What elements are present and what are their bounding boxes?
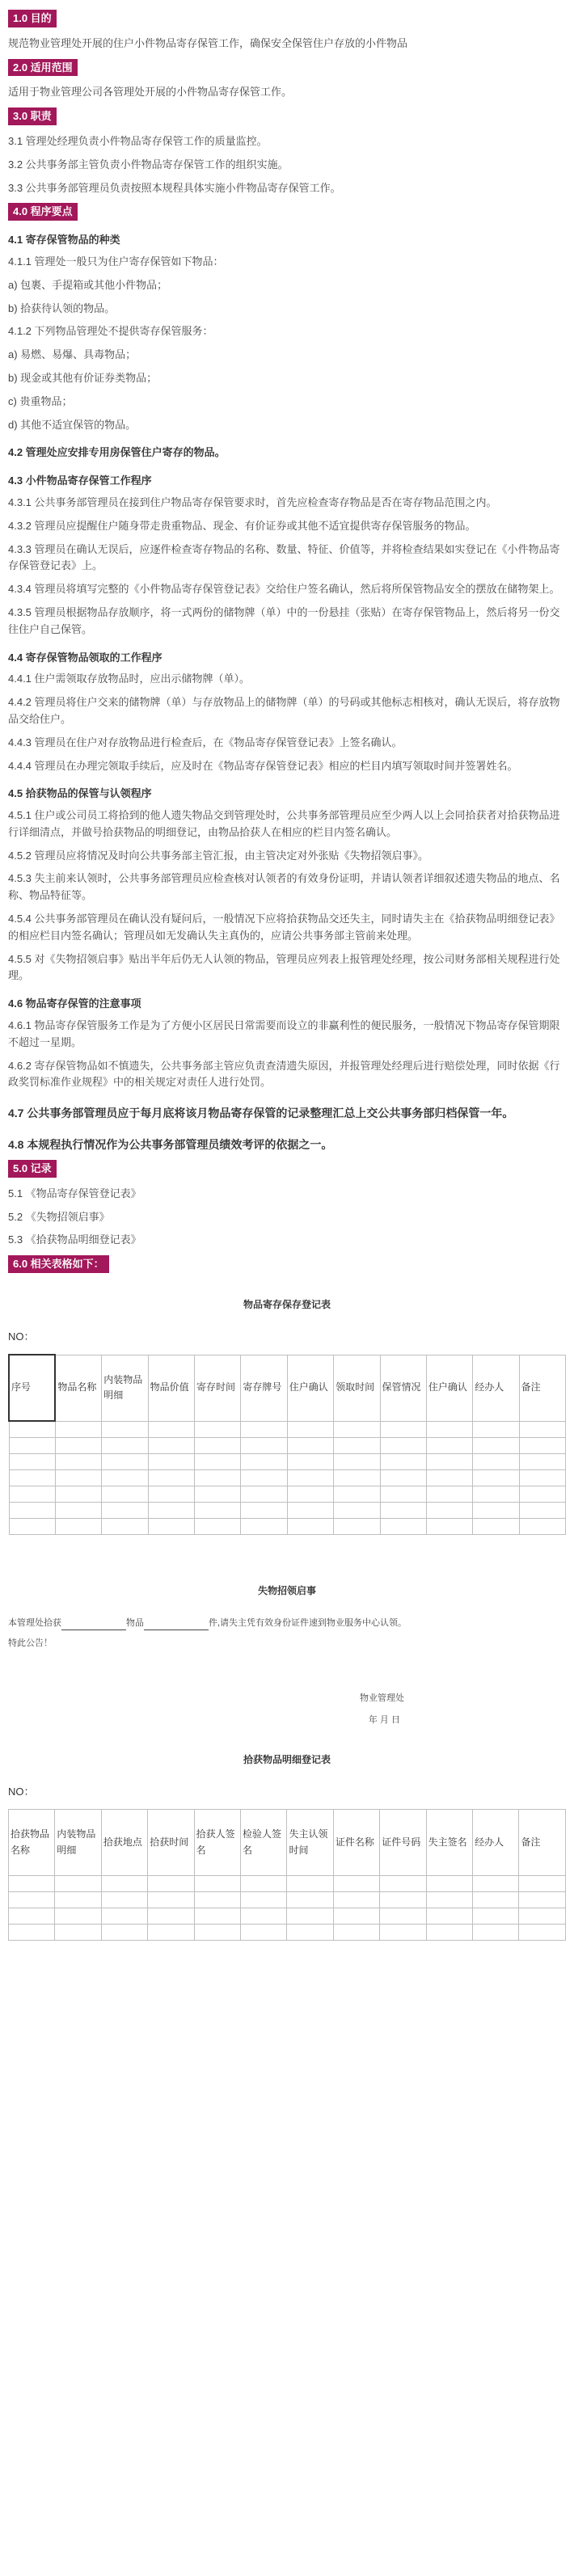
table-cell[interactable]: [102, 1437, 148, 1453]
table-cell[interactable]: [9, 1892, 55, 1908]
table-cell[interactable]: [426, 1453, 472, 1469]
column-header: 失主签名: [426, 1810, 472, 1876]
table-cell[interactable]: [9, 1502, 55, 1518]
table-cell[interactable]: [241, 1876, 287, 1892]
table-cell[interactable]: [287, 1421, 333, 1437]
section-tag: 1.0 目的: [8, 10, 57, 27]
table-cell[interactable]: [55, 1502, 101, 1518]
table-cell[interactable]: [473, 1502, 519, 1518]
table-cell[interactable]: [194, 1925, 240, 1941]
table-cell[interactable]: [55, 1908, 101, 1925]
table-cell[interactable]: [287, 1437, 333, 1453]
table-cell[interactable]: [195, 1502, 241, 1518]
subheading-4-4: 4.4 寄存保管物品领取的工作程序: [8, 651, 162, 664]
form-2-body: [9, 1876, 566, 1941]
table-cell[interactable]: [55, 1876, 101, 1892]
table-cell[interactable]: [9, 1469, 55, 1486]
table-cell[interactable]: [426, 1469, 472, 1486]
table-cell[interactable]: [287, 1502, 333, 1518]
table-cell[interactable]: [148, 1892, 194, 1908]
form-1-title: 物品寄存保存登记表: [243, 1299, 331, 1311]
table-cell[interactable]: [519, 1925, 566, 1941]
table-cell[interactable]: [287, 1876, 333, 1892]
table-cell[interactable]: [194, 1892, 240, 1908]
table-row: [9, 1908, 566, 1925]
table-cell[interactable]: [380, 1518, 426, 1534]
table-cell[interactable]: [102, 1486, 148, 1502]
table-cell[interactable]: [473, 1908, 519, 1925]
notice-body: [8, 1617, 566, 1631]
paragraph: 4.5.2 管理员应将情况及时向公共事务部主管汇报，由主管决定对外张贴《失物招领启事》。: [8, 849, 429, 862]
table-cell[interactable]: [380, 1876, 426, 1892]
table-cell[interactable]: [101, 1908, 147, 1925]
column-header: 内装物品明细: [102, 1355, 148, 1421]
table-cell[interactable]: [380, 1892, 426, 1908]
table-cell[interactable]: [148, 1925, 194, 1941]
table-cell[interactable]: [287, 1486, 333, 1502]
table-cell[interactable]: [333, 1925, 379, 1941]
table-cell[interactable]: [55, 1925, 101, 1941]
table-cell[interactable]: [334, 1486, 380, 1502]
table-cell[interactable]: [148, 1518, 194, 1534]
table-cell[interactable]: [426, 1925, 472, 1941]
paragraph: 4.4.3 管理员在住户对存放物品进行检查后，在《物品寄存保管登记表》上签名确认。: [8, 736, 403, 748]
table-cell[interactable]: [148, 1453, 194, 1469]
table-cell[interactable]: [473, 1453, 519, 1469]
paragraph: 4.6.2 寄存保管物品如不慎遗失，公共事务部主管应负责查清遗失原因，并报管理处经理后进行赔偿处理，同时依据《行政奖罚标准作业规程》中的相关规定对责任人进行处罚。: [8, 1059, 560, 1089]
table-cell[interactable]: [287, 1453, 333, 1469]
table-cell[interactable]: [287, 1925, 333, 1941]
paragraph: 3.2 公共事务部主管负责小件物品寄存保管工作的组织实施。: [8, 158, 289, 171]
table-cell[interactable]: [241, 1469, 287, 1486]
table-cell[interactable]: [519, 1486, 565, 1502]
column-header: 寄存牌号: [241, 1355, 287, 1421]
table-cell[interactable]: [241, 1453, 287, 1469]
subheading-4-7: 4.7 公共事务部管理员应于每月底将该月物品寄存保管的记录整理汇总上交公共事务部归档保管一年。: [8, 1107, 514, 1120]
table-cell[interactable]: [473, 1421, 519, 1437]
paragraph: a) 易燃、易爆、具毒物品；: [8, 348, 137, 361]
table-cell[interactable]: [55, 1486, 101, 1502]
record-item: 5.2 《失物招领启事》: [8, 1210, 110, 1223]
paragraph: 4.3.5 管理员根据物品存放顺序，将一式两份的储物牌（单）中的一份悬挂（张贴）在寄存保管物品上，然后将另一份交往住户自己保管。: [8, 605, 560, 635]
table-cell[interactable]: [519, 1421, 565, 1437]
section-tag: 3.0 职责: [8, 108, 57, 125]
column-header: 寄存时间: [195, 1355, 241, 1421]
table-cell[interactable]: [55, 1469, 101, 1486]
section-5-heading: [8, 1160, 566, 1178]
table-cell[interactable]: [195, 1469, 241, 1486]
table-cell[interactable]: [473, 1876, 519, 1892]
table-cell[interactable]: [380, 1486, 426, 1502]
table-cell[interactable]: [241, 1502, 287, 1518]
column-header: 物品价值: [148, 1355, 194, 1421]
notice-text-1: 本管理处拾获: [8, 1617, 61, 1628]
section-3-heading: [8, 108, 566, 125]
form-1-body: [9, 1421, 566, 1534]
column-header: 失主认领时间: [287, 1810, 333, 1876]
table-cell[interactable]: [148, 1437, 194, 1453]
table-cell[interactable]: [148, 1908, 194, 1925]
table-cell[interactable]: [241, 1908, 287, 1925]
table-cell[interactable]: [195, 1453, 241, 1469]
table-cell[interactable]: [334, 1437, 380, 1453]
section-6-heading: [8, 1255, 566, 1273]
paragraph: 4.1.2 下列物品管理处不提供寄存保管服务：: [8, 325, 213, 338]
table-cell[interactable]: [287, 1892, 333, 1908]
form-1-no-label: NO：: [8, 1330, 35, 1343]
form-1-table: [8, 1354, 566, 1535]
column-header: 物品名称: [55, 1355, 101, 1421]
table-cell[interactable]: [380, 1453, 426, 1469]
table-cell[interactable]: [241, 1892, 287, 1908]
table-cell[interactable]: [101, 1892, 147, 1908]
table-cell[interactable]: [287, 1518, 333, 1534]
paragraph: 4.3.3 管理员在确认无误后，应逐件检查寄存物品的名称、数量、特征、价值等，并将检查结果如实登记在《小件物品寄存保管登记表》上。: [8, 542, 560, 572]
paragraph: 4.6.1 物品寄存保管服务工作是为了方便小区居民日常需要而设立的非赢利性的便民服务，一般情况下物品寄存保管期限不超过一星期。: [8, 1019, 560, 1048]
table-row: [9, 1453, 566, 1469]
table-cell[interactable]: [148, 1486, 194, 1502]
table-cell[interactable]: [148, 1421, 194, 1437]
table-cell[interactable]: [241, 1925, 287, 1941]
table-cell[interactable]: [473, 1925, 519, 1941]
table-cell[interactable]: [287, 1469, 333, 1486]
table-cell[interactable]: [9, 1453, 55, 1469]
record-item: 5.3 《拾获物品明细登记表》: [8, 1233, 141, 1246]
paragraph: 4.3.4 管理员将填写完整的《小件物品寄存保管登记表》交给住户签名确认，然后将所保管物品安全的摆放在储物架上。: [8, 583, 560, 596]
paragraph: 3.3 公共事务部管理员负责按照本规程具体实施小件物品寄存保管工作。: [8, 181, 341, 194]
column-header: 拾获地点: [101, 1810, 147, 1876]
paragraph: 4.5.4 公共事务部管理员在确认没有疑问后，一般情况下应将拾获物品交还失主，同时请失主在《拾获物品明细登记表》的相应栏目内签名确认；管理员如无发确认失主真伪的，应请公共事务部主管前来处理。: [8, 913, 560, 942]
table-cell[interactable]: [194, 1908, 240, 1925]
column-header: 住户确认: [426, 1355, 472, 1421]
table-row: [9, 1518, 566, 1534]
table-cell[interactable]: [102, 1518, 148, 1534]
table-cell[interactable]: [380, 1502, 426, 1518]
record-item: 5.1 《物品寄存保管登记表》: [8, 1187, 141, 1199]
table-cell[interactable]: [102, 1421, 148, 1437]
table-cell[interactable]: [519, 1876, 566, 1892]
table-cell[interactable]: [380, 1421, 426, 1437]
column-header: 检验人签名: [241, 1810, 287, 1876]
column-header: 经办人: [473, 1810, 519, 1876]
table-cell[interactable]: [9, 1925, 55, 1941]
table-cell[interactable]: [333, 1892, 379, 1908]
document: [8, 10, 566, 1941]
notice-date: 年 月 日: [368, 1715, 400, 1726]
paragraph: b) 现金或其他有价证券类物品；: [8, 371, 158, 384]
subheading-4-1: 4.1 寄存保管物品的种类: [8, 234, 120, 247]
table-cell[interactable]: [241, 1421, 287, 1437]
paragraph: 4.5.3 失主前来认领时，公共事务部管理员应检查核对认领者的有效身份证明，并请认领者详细叙述遗失物品的地点、名称、物品特征等。: [8, 872, 560, 902]
table-cell[interactable]: [55, 1453, 101, 1469]
column-header: 内装物品明细: [55, 1810, 101, 1876]
notice-text-2: 物品: [126, 1617, 144, 1628]
table-cell[interactable]: [9, 1908, 55, 1925]
blank-line: [144, 1621, 209, 1630]
column-header: 领取时间: [334, 1355, 380, 1421]
section-2-text: 适用于物业管理公司各管理处开展的小件物品寄存保管工作。: [8, 86, 293, 99]
section-tag: 4.0 程序要点: [8, 203, 78, 221]
form-2-table: [8, 1809, 566, 1941]
table-cell[interactable]: [195, 1486, 241, 1502]
table-cell[interactable]: [101, 1876, 147, 1892]
subheading-4-5: 4.5 拾获物品的保管与认领程序: [8, 787, 152, 800]
paragraph: a) 包裹、手提箱或其他小件物品；: [8, 278, 168, 291]
paragraph: c) 贵重物品；: [8, 394, 73, 407]
paragraph: 3.1 管理处经理负责小件物品寄存保管工作的质量监控。: [8, 134, 268, 147]
section-1-heading: [8, 10, 566, 27]
table-cell[interactable]: [55, 1437, 101, 1453]
table-cell[interactable]: [519, 1908, 566, 1925]
table-cell[interactable]: [195, 1518, 241, 1534]
section-1-text: 规范物业管理处开展的住户小件物品寄存保管工作，确保安全保管住户存放的小件物品: [8, 36, 408, 49]
table-cell[interactable]: [426, 1421, 472, 1437]
table-cell[interactable]: [473, 1469, 519, 1486]
section-tag: 6.0 相关表格如下：: [8, 1255, 109, 1273]
table-cell[interactable]: [426, 1908, 472, 1925]
table-row: [9, 1437, 566, 1453]
column-header: 证件名称: [333, 1810, 379, 1876]
table-cell[interactable]: [194, 1876, 240, 1892]
table-row: [9, 1925, 566, 1941]
form-2-title: 拾获物品明细登记表: [243, 1754, 331, 1766]
table-cell[interactable]: [473, 1518, 519, 1534]
table-cell[interactable]: [333, 1876, 379, 1892]
table-row: [9, 1502, 566, 1518]
notice-end: 特此公告！: [8, 1638, 53, 1649]
column-header: 保管情况: [380, 1355, 426, 1421]
table-cell[interactable]: [101, 1925, 147, 1941]
table-cell[interactable]: [426, 1876, 472, 1892]
section-4-heading: [8, 203, 566, 221]
table-header-row: [9, 1355, 566, 1421]
table-cell[interactable]: [148, 1876, 194, 1892]
blank-line: [61, 1621, 126, 1630]
table-cell[interactable]: [426, 1518, 472, 1534]
paragraph: d) 其他不适宜保管的物品。: [8, 418, 137, 431]
paragraph: 4.4.1 住户需领取存放物品时，应出示储物牌（单）。: [8, 672, 251, 685]
table-row: [9, 1876, 566, 1892]
table-cell[interactable]: [519, 1469, 565, 1486]
column-header: 序号: [9, 1355, 55, 1421]
paragraph: 4.3.2 管理员应提醒住户随身带走贵重物品、现金、有价证券或其他不适宜提供寄存保管服务的物品。: [8, 519, 476, 532]
section-tag: 5.0 记录: [8, 1160, 57, 1178]
subheading-4-2: 4.2 管理处应安排专用房保管住户寄存的物品。: [8, 446, 226, 459]
table-cell[interactable]: [55, 1518, 101, 1534]
table-cell[interactable]: [102, 1453, 148, 1469]
table-cell[interactable]: [334, 1502, 380, 1518]
paragraph: 4.4.2 管理员将住户交来的储物牌（单）与存放物品上的储物牌（单）的号码或其他标志相核对，确认无误后，将存放物品交给住户。: [8, 696, 560, 725]
table-cell[interactable]: [473, 1892, 519, 1908]
table-cell[interactable]: [334, 1518, 380, 1534]
table-cell[interactable]: [241, 1518, 287, 1534]
table-cell[interactable]: [333, 1908, 379, 1925]
paragraph: 4.5.5 对《失物招领启事》贴出半年后仍无人认领的物品，管理员应列表上报管理处经理，按公司财务部相关规程进行处理。: [8, 952, 560, 982]
section-tag: 2.0 适用范围: [8, 59, 78, 77]
table-cell[interactable]: [380, 1437, 426, 1453]
table-cell[interactable]: [380, 1925, 426, 1941]
table-cell[interactable]: [102, 1469, 148, 1486]
table-cell[interactable]: [380, 1469, 426, 1486]
table-cell[interactable]: [519, 1453, 565, 1469]
table-cell[interactable]: [55, 1421, 101, 1437]
table-cell[interactable]: [334, 1453, 380, 1469]
column-header: 备注: [519, 1810, 566, 1876]
table-cell[interactable]: [148, 1469, 194, 1486]
table-cell[interactable]: [241, 1437, 287, 1453]
table-cell[interactable]: [287, 1908, 333, 1925]
section-2-heading: [8, 59, 566, 77]
table-cell[interactable]: [519, 1437, 565, 1453]
table-row: [9, 1892, 566, 1908]
subheading-4-8: 4.8 本规程执行情况作为公共事务部管理员绩效考评的依据之一。: [8, 1137, 333, 1151]
table-cell[interactable]: [9, 1518, 55, 1534]
notice-text-3: 件,请失主凭有效身份证件速到物业服务中心认领。: [209, 1617, 407, 1628]
table-cell[interactable]: [102, 1502, 148, 1518]
table-row: [9, 1421, 566, 1437]
table-row: [9, 1469, 566, 1486]
table-cell[interactable]: [519, 1518, 565, 1534]
table-header-row: [9, 1810, 566, 1876]
table-cell[interactable]: [9, 1421, 55, 1437]
column-header: 住户确认: [287, 1355, 333, 1421]
table-cell[interactable]: [9, 1486, 55, 1502]
column-header: 经办人: [473, 1355, 519, 1421]
paragraph: 4.1.1 管理处一般只为住户寄存保管如下物品：: [8, 255, 224, 268]
table-row: [9, 1486, 566, 1502]
table-cell[interactable]: [241, 1486, 287, 1502]
table-cell[interactable]: [519, 1892, 566, 1908]
column-header: 备注: [519, 1355, 565, 1421]
form-2-no-label: NO：: [8, 1785, 35, 1798]
paragraph: 4.5.1 住户或公司员工将拾到的他人遗失物品交到管理处时，公共事务部管理员应至少两人以上会同拾获者对拾获物品进行详细清点，并做号拾获物品的明细登记，由物品拾获人在相应的栏目内签名确认。: [8, 809, 560, 838]
table-cell[interactable]: [334, 1421, 380, 1437]
table-cell[interactable]: [426, 1502, 472, 1518]
table-cell[interactable]: [334, 1469, 380, 1486]
table-cell[interactable]: [426, 1892, 472, 1908]
table-cell[interactable]: [380, 1908, 426, 1925]
notice-title: 失物招领启事: [257, 1584, 316, 1596]
notice-signature: 物业管理处: [360, 1693, 404, 1703]
paragraph: 4.4.4 管理员在办理完领取手续后，应及时在《物品寄存保管登记表》相应的栏目内填写领取时间并签署姓名。: [8, 759, 518, 772]
column-header: 拾获时间: [148, 1810, 194, 1876]
column-header: 证件号码: [380, 1810, 426, 1876]
table-cell[interactable]: [426, 1486, 472, 1502]
table-cell[interactable]: [519, 1502, 565, 1518]
table-cell[interactable]: [473, 1437, 519, 1453]
table-cell[interactable]: [55, 1892, 101, 1908]
paragraph: b) 拾获待认领的物品。: [8, 301, 116, 314]
table-cell[interactable]: [195, 1437, 241, 1453]
column-header: 拾获人签名: [194, 1810, 240, 1876]
table-cell[interactable]: [473, 1486, 519, 1502]
subheading-4-3: 4.3 小件物品寄存保管工作程序: [8, 474, 152, 487]
subheading-4-6: 4.6 物品寄存保管的注意事项: [8, 997, 141, 1010]
table-cell[interactable]: [9, 1437, 55, 1453]
table-cell[interactable]: [148, 1502, 194, 1518]
table-cell[interactable]: [9, 1876, 55, 1892]
column-header: 拾获物品名称: [9, 1810, 55, 1876]
table-cell[interactable]: [426, 1437, 472, 1453]
table-cell[interactable]: [195, 1421, 241, 1437]
paragraph: 4.3.1 公共事务部管理员在接到住户物品寄存保管要求时，首先应检查寄存物品是否在寄存物品范围之内。: [8, 495, 497, 508]
